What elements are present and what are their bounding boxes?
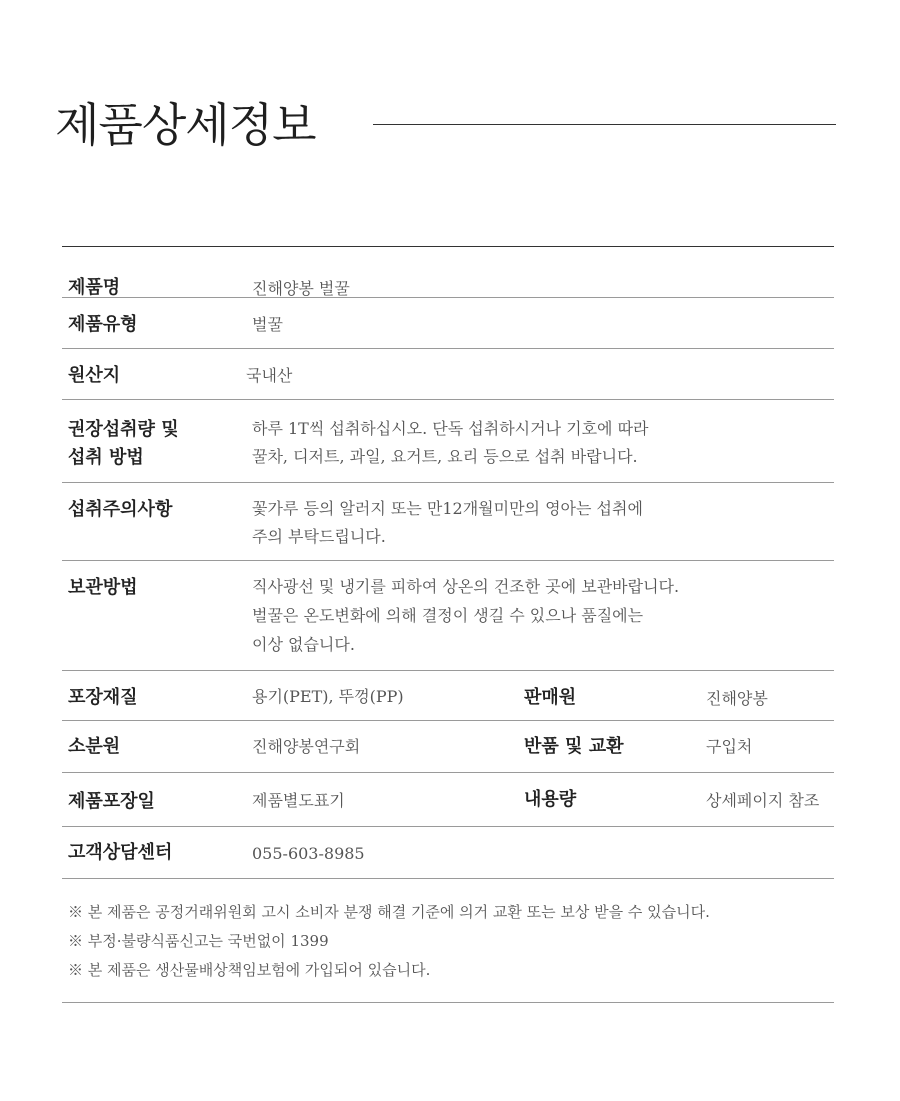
row-packaging xyxy=(62,671,834,721)
row-packaging-date xyxy=(62,773,834,827)
row-precautions xyxy=(62,483,834,561)
row-value: 진해양봉연구회 xyxy=(252,737,361,756)
row-label-right: 반품 및 교환 xyxy=(524,736,624,757)
row-value-right: 구입처 xyxy=(706,737,753,756)
notice-item: ※ 부정·불량식품신고는 국번없이 1399 xyxy=(68,932,329,950)
title-block xyxy=(55,92,836,158)
row-value: 벌꿀 xyxy=(252,315,283,334)
notice-item: ※ 본 제품은 생산물배상책임보험에 가입되어 있습니다. xyxy=(68,961,431,979)
row-value-right: 상세페이지 참조 xyxy=(706,791,820,810)
page-title: 제품상세정보 xyxy=(55,98,316,152)
product-info-table xyxy=(62,246,834,879)
row-value: 진해양봉 벌꿀 xyxy=(252,279,350,298)
row-label: 제품포장일 xyxy=(68,791,155,812)
row-product-name xyxy=(62,247,834,298)
row-label: 섭취주의사항 xyxy=(68,499,173,520)
row-customer-center xyxy=(62,827,834,879)
row-value: 국내산 xyxy=(246,366,293,385)
title-divider xyxy=(373,124,836,125)
notice-list xyxy=(62,898,834,985)
bottom-divider xyxy=(62,1002,834,1003)
row-product-type xyxy=(62,298,834,349)
row-value-right: 진해양봉 xyxy=(706,689,768,708)
row-storage xyxy=(62,561,834,671)
row-label: 포장재질 xyxy=(68,687,138,708)
row-label-right: 내용량 xyxy=(524,789,577,810)
customer-phone: 055-603-8985 xyxy=(252,844,365,863)
notice-item: ※ 본 제품은 공정거래위원회 고시 소비자 분쟁 해결 기준에 의거 교환 또는 보상 받을 수 있습니다. xyxy=(68,903,710,921)
row-label: 보관방법 xyxy=(68,577,138,598)
row-label: 제품유형 xyxy=(68,314,138,335)
row-value: 용기(PET), 뚜껑(PP) xyxy=(252,687,404,706)
row-label: 제품명 xyxy=(68,277,121,298)
row-label: 권장섭취량 및 섭취 방법 xyxy=(68,419,179,468)
row-value: 꽃가루 등의 알러지 또는 만12개월미만의 영아는 섭취에 주의 부탁드립니다. xyxy=(252,499,643,546)
row-recommended-intake xyxy=(62,400,834,483)
row-label: 소분원 xyxy=(68,736,121,757)
row-value: 제품별도표기 xyxy=(252,791,345,810)
row-value: 하루 1T씩 섭취하십시오. 단독 섭취하시거나 기호에 따라 꿀차, 디저트, 과일, 요거트, 요리 등으로 섭취 바랍니다. xyxy=(252,419,649,466)
row-label-right: 판매원 xyxy=(524,687,577,708)
row-repacker xyxy=(62,721,834,773)
row-origin xyxy=(62,349,834,400)
row-label: 원산지 xyxy=(68,365,121,386)
row-value: 직사광선 및 냉기를 피하여 상온의 건조한 곳에 보관바랍니다. 벌꿀은 온도변화에 의해 결정이 생길 수 있으나 품질에는 이상 없습니다. xyxy=(252,577,680,654)
row-label: 고객상담센터 xyxy=(68,842,173,863)
